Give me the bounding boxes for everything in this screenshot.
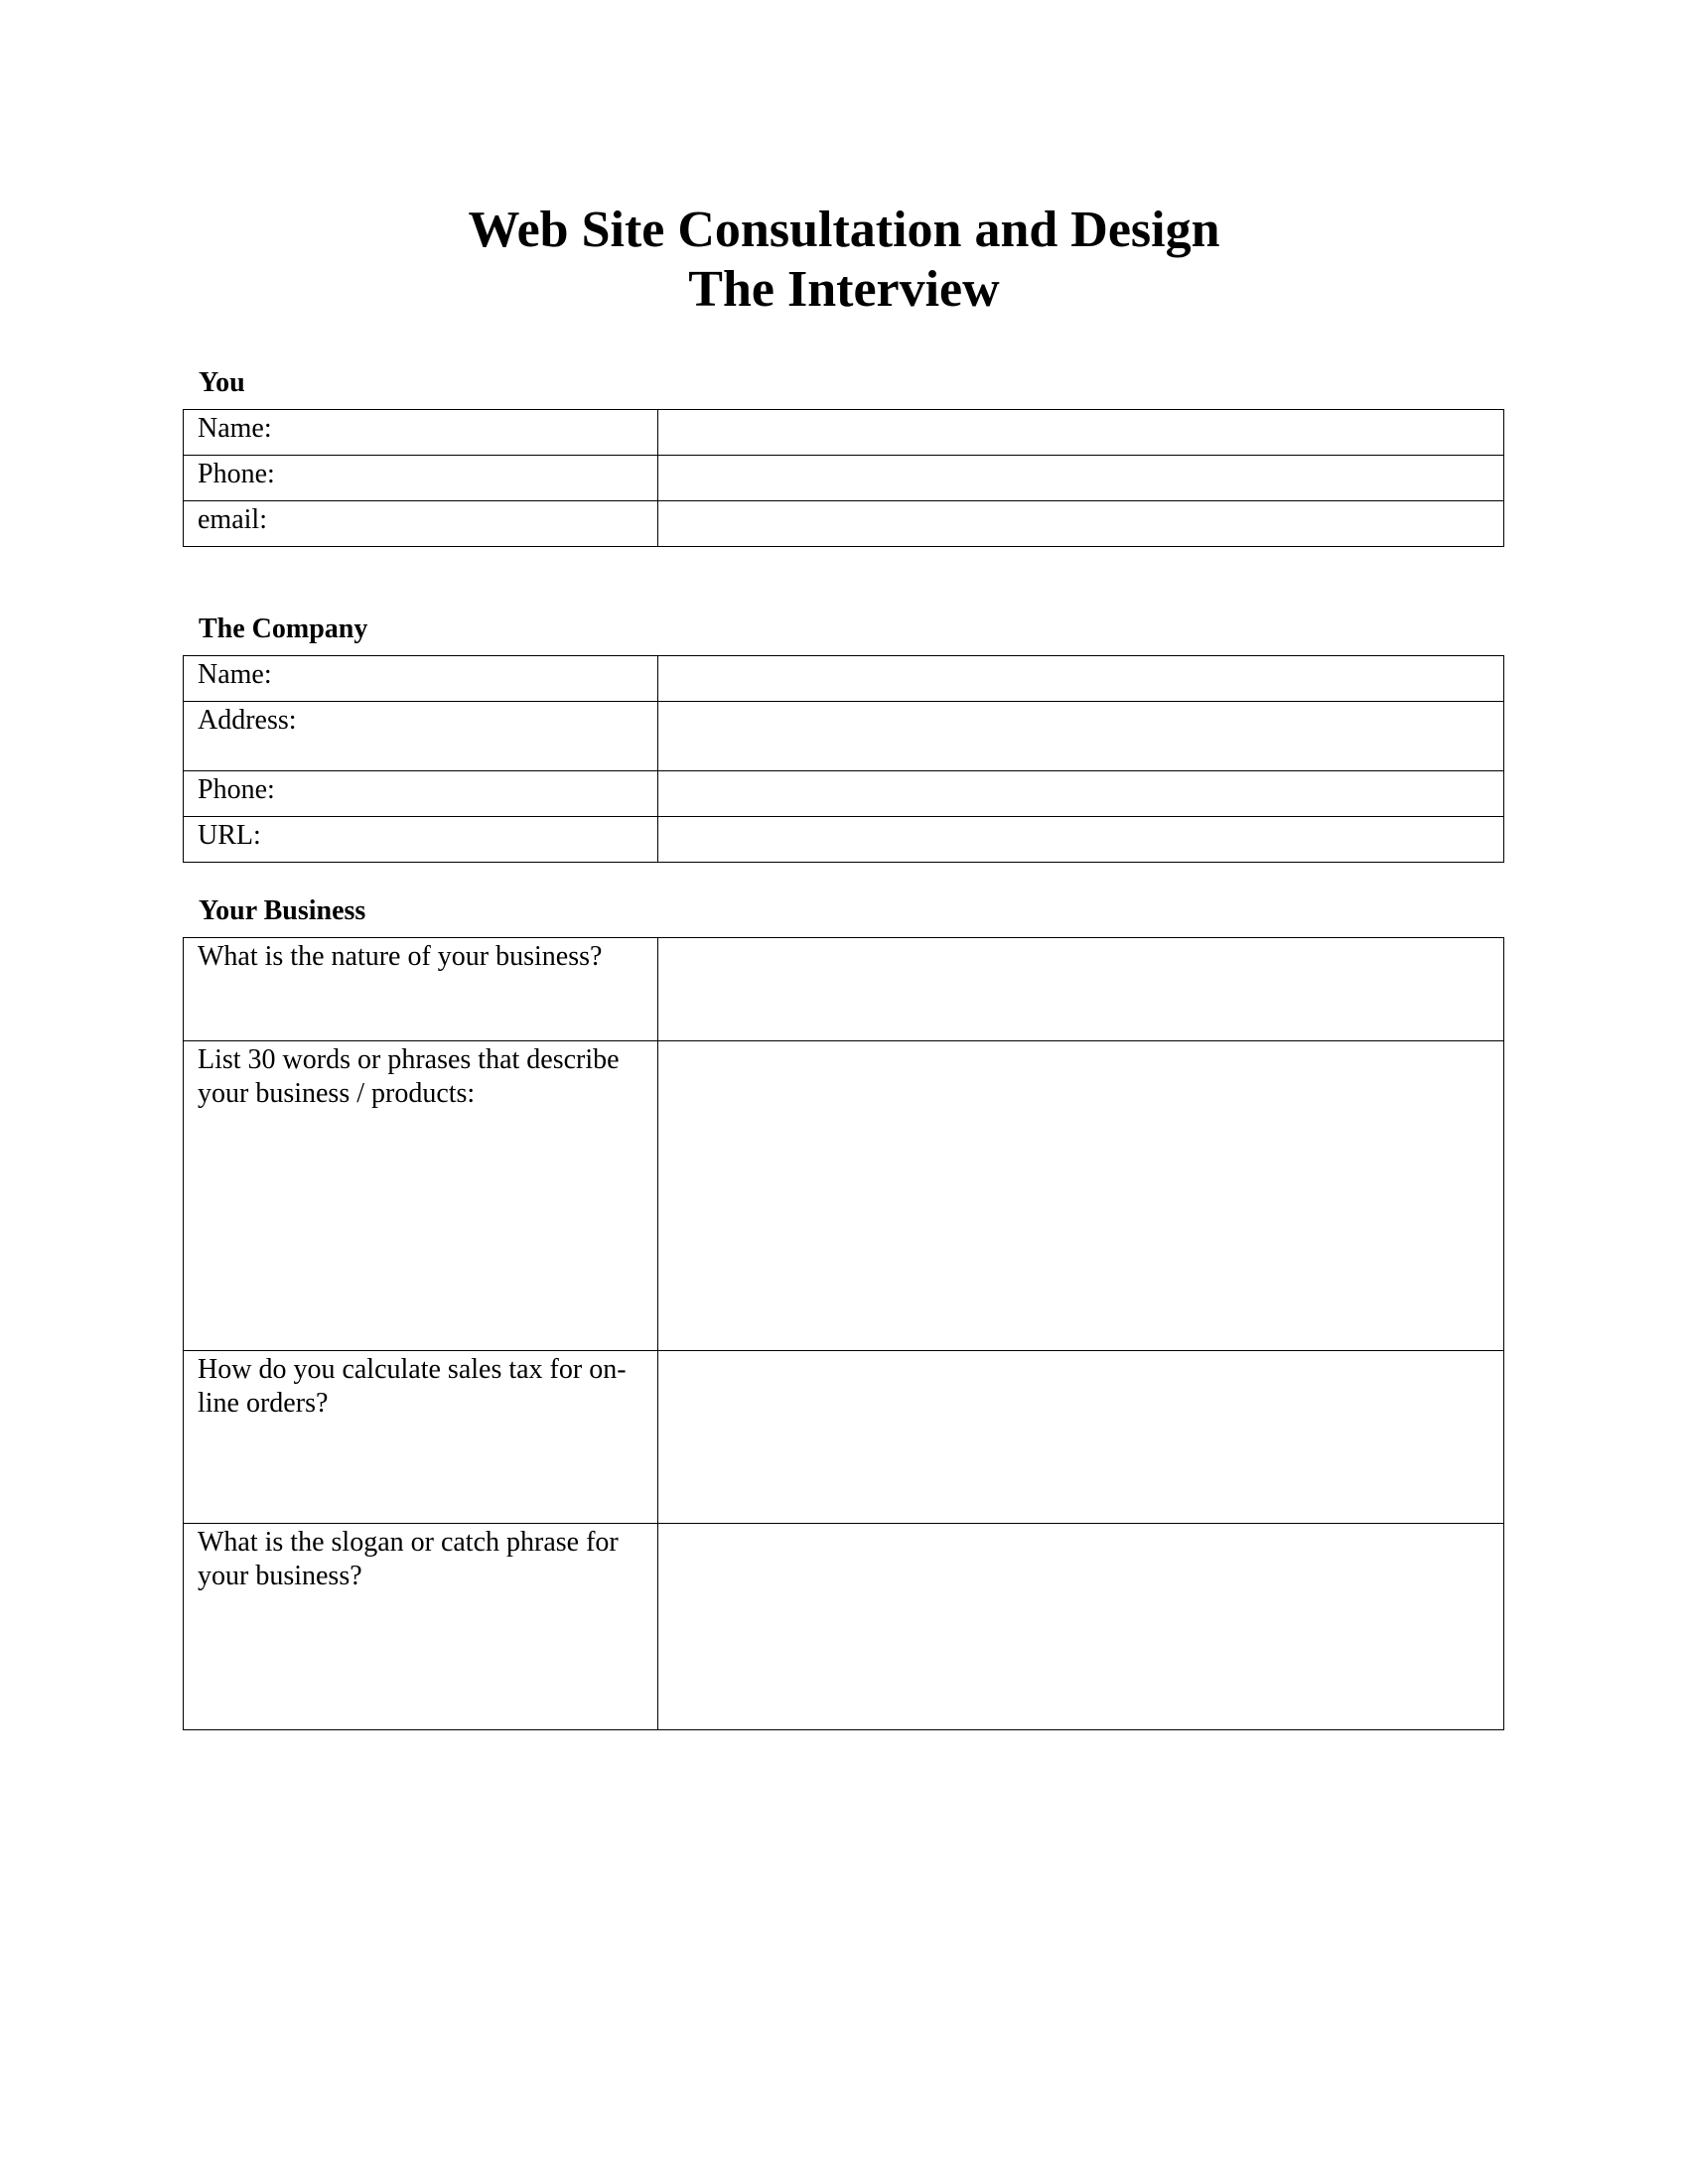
question-slogan: What is the slogan or catch phrase for your business?: [184, 1524, 658, 1730]
company-phone-field[interactable]: [658, 771, 1504, 817]
table-row: [184, 501, 1504, 547]
table-row: [184, 1351, 1504, 1524]
table-row: [184, 656, 1504, 702]
table-row: [184, 817, 1504, 863]
answer-words-phrases-field[interactable]: [658, 1041, 1504, 1351]
table-row: [184, 456, 1504, 501]
answer-slogan-field[interactable]: [658, 1524, 1504, 1730]
field-label-company-name: Name:: [184, 656, 658, 702]
title-line-2: The Interview: [688, 261, 1000, 318]
field-label-company-phone: Phone:: [184, 771, 658, 817]
question-sales-tax: How do you calculate sales tax for on-line orders?: [184, 1351, 658, 1524]
table-row: [184, 771, 1504, 817]
question-nature-of-business: What is the nature of your business?: [184, 938, 658, 1041]
business-table: [183, 937, 1504, 1730]
field-label-address: Address:: [184, 702, 658, 771]
document-title: [0, 201, 1688, 320]
you-phone-field[interactable]: [658, 456, 1504, 501]
company-url-field[interactable]: [658, 817, 1504, 863]
company-name-field[interactable]: [658, 656, 1504, 702]
question-words-phrases: List 30 words or phrases that describe your business / products:: [184, 1041, 658, 1351]
table-row: [184, 1524, 1504, 1730]
answer-nature-of-business-field[interactable]: [658, 938, 1504, 1041]
table-row: [184, 410, 1504, 456]
you-email-field[interactable]: [658, 501, 1504, 547]
field-label-email: email:: [184, 501, 658, 547]
company-table: [183, 655, 1504, 863]
you-table: [183, 409, 1504, 547]
field-label-url: URL:: [184, 817, 658, 863]
table-row: [184, 938, 1504, 1041]
table-row: [184, 702, 1504, 771]
title-line-1: Web Site Consultation and Design: [468, 202, 1220, 258]
company-address-field[interactable]: [658, 702, 1504, 771]
field-label-phone: Phone:: [184, 456, 658, 501]
answer-sales-tax-field[interactable]: [658, 1351, 1504, 1524]
section-heading-company: The Company: [199, 614, 368, 644]
field-label-name: Name:: [184, 410, 658, 456]
table-row: [184, 1041, 1504, 1351]
you-name-field[interactable]: [658, 410, 1504, 456]
section-heading-business: Your Business: [199, 895, 366, 926]
section-heading-you: You: [199, 367, 245, 398]
